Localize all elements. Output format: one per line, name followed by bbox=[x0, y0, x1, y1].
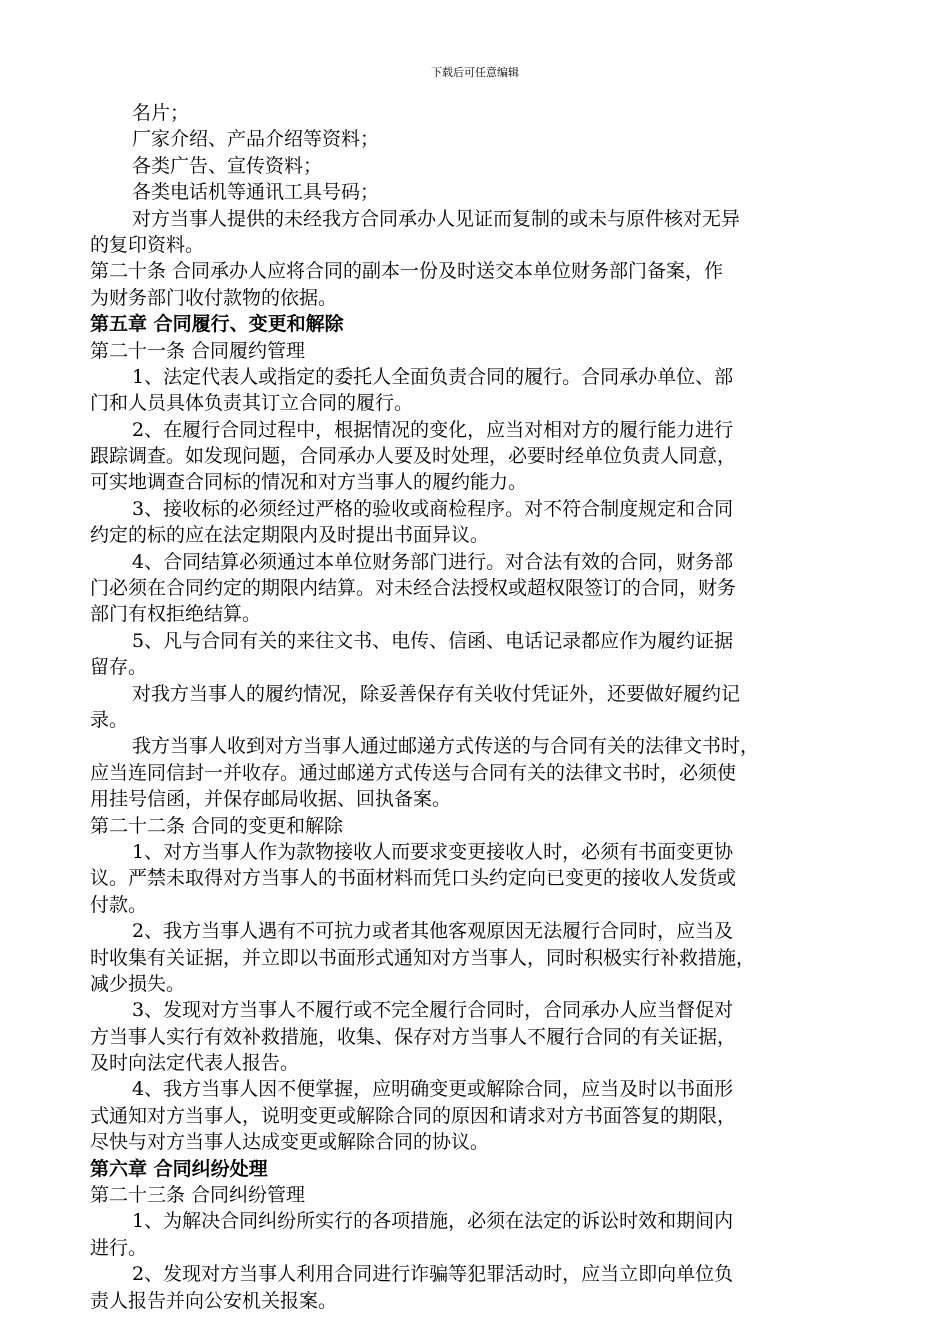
text-line: 3、发现对方当事人不履行或不完全履行合同时，合同承办人应当督促对 bbox=[132, 999, 734, 1022]
text-line: 4、我方当事人因不便掌握，应明确变更或解除合同，应当及时以书面形 bbox=[132, 1078, 734, 1101]
text-line: 第二十条 合同承办人应将合同的副本一份及时送交本单位财务部门备案，作 bbox=[90, 260, 724, 283]
text-line: 对我方当事人的履约情况，除妥善保存有关收付凭证外，还要做好履约记 bbox=[132, 682, 741, 705]
document-body bbox=[90, 100, 866, 1314]
text-line: 时收集有关证据，并立即以书面形式通知对方当事人，同时积极实行补救措施， bbox=[90, 946, 756, 969]
text-line: 留存。 bbox=[90, 656, 148, 679]
text-line: 各类电话机等通讯工具号码； bbox=[132, 181, 380, 204]
text-line: 1、对方当事人作为款物接收人而要求变更接收人时，必须有书面变更协 bbox=[132, 840, 734, 863]
text-line: 付款。 bbox=[90, 893, 148, 916]
text-line: 尽快与对方当事人达成变更或解除合同的协议。 bbox=[90, 1131, 490, 1154]
text-line: 录。 bbox=[90, 708, 129, 731]
text-line: 约定的标的应在法定期限内及时提出书面异议。 bbox=[90, 524, 490, 547]
text-line: 的复印资料。 bbox=[90, 233, 205, 256]
text-line: 对方当事人提供的未经我方合同承办人见证而复制的或未与原件核对无异 bbox=[132, 207, 741, 230]
text-line: 4、合同结算必须通过本单位财务部门进行。对合法有效的合同，财务部 bbox=[132, 550, 734, 573]
text-line: 跟踪调查。如发现问题，合同承办人要及时处理，必要时经单位负责人同意， bbox=[90, 445, 737, 468]
text-line: 方当事人实行有效补救措施，收集、保存对方当事人不履行合同的有关证据， bbox=[90, 1025, 737, 1048]
text-line: 3、接收标的必须经过严格的验收或商检程序。对不符合制度规定和合同 bbox=[132, 497, 734, 520]
text-line: 进行。 bbox=[90, 1236, 148, 1259]
text-line: 应当连同信封一并收存。通过邮递方式传送与合同有关的法律文书时，必须使 bbox=[90, 761, 737, 784]
text-line: 5、凡与合同有关的来往文书、电传、信函、电话记录都应作为履约证据 bbox=[132, 629, 734, 652]
text-line: 名片； bbox=[132, 102, 190, 124]
text-line: 用挂号信函，并保存邮局收据、回执备案。 bbox=[90, 788, 452, 811]
text-line: 减少损失。 bbox=[90, 972, 186, 995]
text-line: 1、法定代表人或指定的委托人全面负责合同的履行。合同承办单位、部 bbox=[132, 365, 734, 388]
text-line: 2、发现对方当事人利用合同进行诈骗等犯罪活动时，应当立即向单位负 bbox=[132, 1263, 734, 1286]
text-line: 部门有权拒绝结算。 bbox=[90, 603, 262, 626]
text-line: 我方当事人收到对方当事人通过邮递方式传送的与合同有关的法律文书时， bbox=[132, 735, 760, 758]
text-line: 第二十二条 合同的变更和解除 bbox=[90, 814, 344, 837]
text-line: 责人报告并向公安机关报案。 bbox=[90, 1289, 338, 1312]
text-line: 为财务部门收付款物的依据。 bbox=[90, 286, 338, 309]
chapter-heading: 第五章 合同履行、变更和解除 bbox=[90, 313, 344, 336]
chapter-heading: 第六章 合同纠纷处理 bbox=[90, 1157, 268, 1180]
text-line: 议。严禁未取得对方当事人的书面材料而凭口头约定向已变更的接收人发货或 bbox=[90, 867, 737, 890]
text-line: 可实地调查合同标的情况和对方当事人的履约能力。 bbox=[90, 471, 528, 494]
text-line: 第二十三条 合同纠纷管理 bbox=[90, 1184, 306, 1207]
text-line: 及时向法定代表人报告。 bbox=[90, 1052, 300, 1075]
text-line: 式通知对方当事人，说明变更或解除合同的原因和请求对方书面答复的期限， bbox=[90, 1104, 737, 1127]
text-line: 2、在履行合同过程中，根据情况的变化，应当对相对方的履行能力进行 bbox=[132, 418, 734, 441]
text-line: 门和人员具体负责其订立合同的履行。 bbox=[90, 392, 414, 415]
text-line: 第二十一条 合同履约管理 bbox=[90, 339, 306, 362]
text-line: 各类广告、宣传资料； bbox=[132, 154, 323, 177]
text-line: 厂家介绍、产品介绍等资料； bbox=[132, 128, 380, 151]
text-line: 1、为解决合同纠纷所实行的各项措施，必须在法定的诉讼时效和期间内 bbox=[132, 1210, 734, 1233]
text-line: 2、我方当事人遇有不可抗力或者其他客观原因无法履行合同时，应当及 bbox=[132, 920, 734, 943]
page-header: 下载后可任意编辑 bbox=[431, 66, 519, 79]
text-line: 门必须在合同约定的期限内结算。对未经合法授权或超权限签订的合同，财务 bbox=[90, 577, 737, 600]
